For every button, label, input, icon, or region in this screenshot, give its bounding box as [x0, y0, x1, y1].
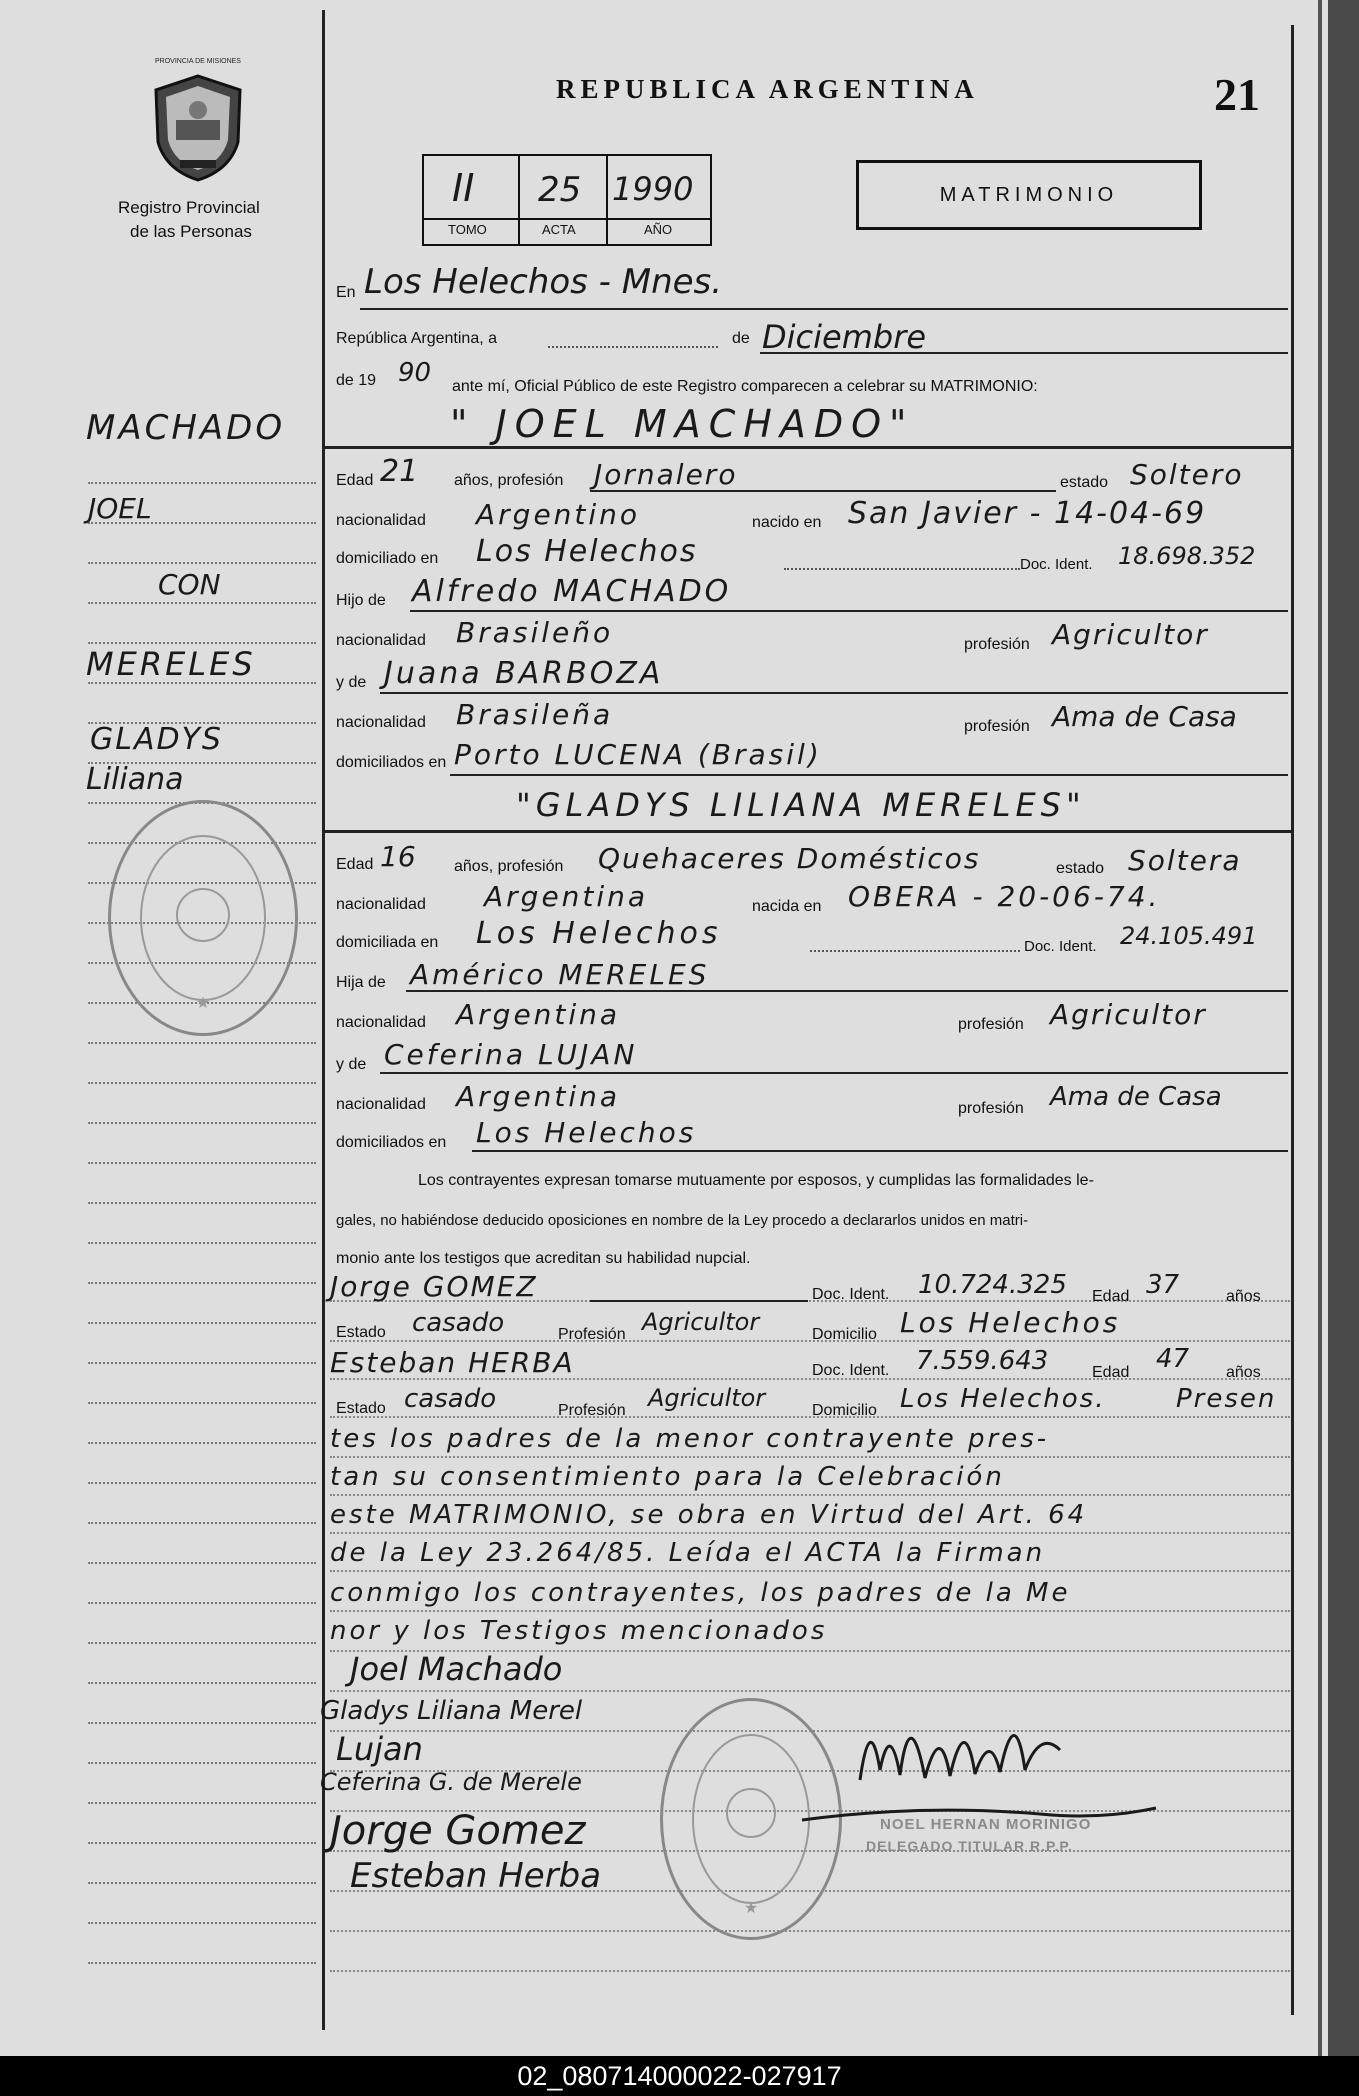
notes-line-5: conmigo los contrayentes, los padres de la Me	[330, 1578, 1071, 1608]
groom-father: Alfredo MACHADO	[412, 574, 732, 609]
witness-1-estado-label: Estado	[336, 1324, 386, 1341]
bride-profession: Quehaceres Domésticos	[598, 842, 981, 875]
bride-parents-address: Los Helechos	[476, 1116, 697, 1149]
margin-note-given-3: Liliana	[86, 762, 184, 797]
witness-1-edad-label: Edad	[1092, 1288, 1130, 1305]
bride-name: "GLADYS LILIANA MERELES"	[516, 786, 1086, 824]
country-heading: REPUBLICA ARGENTINA	[556, 74, 979, 104]
witness-2-doc: 7.559.643	[916, 1346, 1049, 1376]
bride-parents-dom-label: domiciliados en	[336, 1134, 447, 1151]
bride-father-profession: Agricultor	[1050, 998, 1207, 1031]
signature-parent: Lujan	[336, 1730, 423, 1768]
signature-groom: Joel Machado	[350, 1650, 563, 1688]
bride-father-nat-label: nacionalidad	[336, 1014, 426, 1031]
witness-2-domicilio-label: Domicilio	[812, 1402, 877, 1419]
page-number: 21	[1214, 69, 1260, 120]
bride-doc-label: Doc. Ident.	[1024, 938, 1097, 955]
ante-text: ante mí, Oficial Público de este Registro comparecen a celebrar su MATRIMONIO:	[452, 378, 1038, 395]
place-value: Los Helechos - Mnes.	[364, 262, 723, 302]
bride-hija-label: Hija de	[336, 974, 386, 991]
record-box	[422, 154, 712, 246]
witness-2-estado-label: Estado	[336, 1400, 386, 1417]
witness-1-age: 37	[1146, 1270, 1180, 1300]
bride-domicilio-label: domiciliada en	[336, 934, 439, 951]
official-signature	[850, 1690, 1070, 1800]
groom-father-nationality: Brasileño	[456, 616, 614, 649]
groom-doc: 18.698.352	[1118, 542, 1256, 570]
footer-code: 02_080714000022-027917	[0, 2056, 1359, 2096]
bride-mother-profession: Ama de Casa	[1050, 1082, 1222, 1112]
witness-1-profession: Agricultor	[642, 1308, 760, 1336]
signature-witness-1: Jorge Gomez	[330, 1808, 586, 1854]
svg-text:★: ★	[743, 1900, 759, 1917]
page-right-border	[1318, 0, 1322, 2056]
witness-1-address: Los Helechos	[900, 1306, 1121, 1339]
groom-yde-label: y de	[336, 674, 367, 691]
groom-mother-prof-label: profesión	[964, 718, 1030, 735]
act-type-box	[856, 160, 1202, 230]
bride-profesion-label: años, profesión	[454, 858, 564, 875]
groom-nationality: Argentino	[476, 498, 641, 531]
groom-father-nat-label: nacionalidad	[336, 632, 426, 649]
groom-doc-label: Doc. Ident.	[1020, 556, 1093, 573]
year-value: 90	[398, 358, 432, 388]
witness-1-estado: casado	[412, 1308, 505, 1338]
witness-2-address: Los Helechos.	[900, 1384, 1106, 1414]
witness-2-age: 47	[1156, 1344, 1190, 1374]
margin-note-surname-2: MERELES	[86, 645, 256, 683]
groom-address: Los Helechos	[476, 534, 698, 569]
witness-2-anos-label: años	[1226, 1364, 1261, 1381]
bride-yde-label: y de	[336, 1056, 367, 1073]
notes-line-4: de la Ley 23.264/85. Leída el ACTA la Firman	[330, 1538, 1046, 1568]
emblem-label: PROVINCIA DE MISIONES	[155, 58, 241, 65]
notes-line-6: nor y los Testigos mencionados	[330, 1616, 828, 1646]
acta-label: ACTA	[542, 222, 576, 237]
witness-2-edad-label: Edad	[1092, 1364, 1130, 1381]
margin-note-con: CON	[158, 568, 221, 601]
bride-mother-nat-label: nacionalidad	[336, 1096, 426, 1113]
tomo-value: II	[452, 166, 475, 210]
notes-line-3: este MATRIMONIO, se obra en Virtud del Art. 64	[330, 1500, 1088, 1530]
groom-parents-address: Porto LUCENA (Brasil)	[454, 738, 822, 771]
margin-note-surname: MACHADO	[86, 408, 286, 448]
declaration-line-3: monio ante los testigos que acreditan su habilidad nupcial.	[336, 1250, 751, 1267]
right-margin-border	[1291, 25, 1294, 2015]
registry-name-line-1: Registro Provincial	[118, 198, 260, 217]
en-label: En	[336, 284, 356, 301]
witness-1-doc-label: Doc. Ident.	[812, 1286, 890, 1303]
bride-birthplace: OBERA - 20-06-74.	[848, 880, 1161, 913]
bride-doc: 24.105.491	[1120, 922, 1258, 950]
witness-1-doc: 10.724.325	[918, 1270, 1067, 1300]
witness-2-name: Esteban HERBA	[330, 1346, 575, 1379]
groom-mother-nat-label: nacionalidad	[336, 714, 426, 731]
bride-age: 16	[380, 840, 416, 873]
groom-father-prof-label: profesión	[964, 636, 1030, 653]
shield-icon	[150, 72, 246, 184]
margin-note-given: JOEL	[88, 492, 152, 525]
witness-2-profesion-label: Profesión	[558, 1402, 626, 1419]
groom-mother: Juana BARBOZA	[384, 656, 664, 691]
bride-father-nationality: Argentina	[456, 998, 621, 1031]
groom-father-profession: Agricultor	[1052, 618, 1209, 651]
ano-label: AÑO	[644, 222, 673, 237]
svg-text:★: ★	[195, 995, 211, 1012]
groom-mother-nationality: Brasileña	[456, 698, 614, 731]
margin-note-given-2: GLADYS	[90, 722, 223, 757]
groom-estado-label: estado	[1060, 474, 1109, 491]
bride-father-prof-label: profesión	[958, 1016, 1024, 1033]
groom-mother-profession: Ama de Casa	[1052, 700, 1237, 733]
groom-domicilio-label: domiciliado en	[336, 550, 439, 567]
notes-line-0: Presen	[1176, 1384, 1277, 1414]
groom-profession: Jornalero	[594, 458, 738, 491]
bride-edad-label: Edad	[336, 856, 374, 873]
notes-line-1: tes los padres de la menor contrayente pres-	[330, 1424, 1050, 1454]
notes-line-2: tan su consentimiento para la Celebración	[330, 1462, 1005, 1492]
signature-mother: Ceferina G. de Merele	[320, 1768, 582, 1796]
de-label: de	[732, 330, 750, 347]
page-edge-shadow	[1328, 0, 1359, 2056]
signature-bride: Gladys Liliana Merel	[320, 1696, 583, 1726]
groom-nacido-label: nacido en	[752, 514, 822, 531]
declaration-line-2: gales, no habiéndose deducido oposiciones en nombre de la Ley procedo a declararlos unidos en matri-	[336, 1212, 1029, 1229]
groom-birthplace: San Javier - 14-04-69	[848, 496, 1207, 531]
bride-mother-nationality: Argentina	[456, 1080, 621, 1113]
left-margin-divider	[322, 10, 325, 2030]
bride-mother-prof-label: profesión	[958, 1100, 1024, 1117]
groom-name: " JOEL MACHADO"	[450, 402, 915, 446]
registry-stamp-left	[108, 800, 298, 1036]
act-type: MATRIMONIO	[939, 184, 1119, 206]
tomo-label: TOMO	[448, 222, 487, 237]
official-title: DELEGADO TITULAR R.P.P.	[866, 1838, 1073, 1854]
witness-1-profesion-label: Profesión	[558, 1326, 626, 1343]
witness-1-anos-label: años	[1226, 1288, 1261, 1305]
groom-nacionalidad-label: nacionalidad	[336, 512, 426, 529]
witness-1-domicilio-label: Domicilio	[812, 1326, 877, 1343]
bride-estado: Soltera	[1128, 844, 1242, 877]
official-name: NOEL HERNAN MORINIGO	[880, 1816, 1092, 1833]
bride-mother: Ceferina LUJAN	[384, 1038, 638, 1071]
year-prefix: de 19	[336, 372, 377, 389]
seal-icon	[111, 803, 295, 1033]
bride-father: Américo MERELES	[410, 958, 710, 991]
witness-2-profession: Agricultor	[648, 1384, 766, 1412]
bride-nationality: Argentina	[484, 880, 649, 913]
republica-label: República Argentina, a	[336, 330, 497, 347]
groom-parents-dom-label: domiciliados en	[336, 754, 447, 771]
bride-estado-label: estado	[1056, 860, 1105, 877]
month-value: Diciembre	[762, 318, 927, 356]
groom-estado: Soltero	[1130, 458, 1244, 491]
signature-witness-2: Esteban Herba	[350, 1856, 602, 1896]
acta-value: 25	[538, 170, 582, 210]
declaration-line-1: Los contrayentes expresan tomarse mutuamente por esposos, y cumplidas las formalidades le-	[418, 1172, 1094, 1189]
bride-nacionalidad-label: nacionalidad	[336, 896, 426, 913]
ano-value: 1990	[612, 170, 694, 208]
witness-2-estado: casado	[404, 1384, 497, 1414]
witness-2-doc-label: Doc. Ident.	[812, 1362, 890, 1379]
bride-nacida-label: nacida en	[752, 898, 822, 915]
groom-edad-label: Edad	[336, 472, 374, 489]
province-emblem	[150, 58, 246, 184]
groom-age: 21	[380, 454, 419, 489]
bride-address: Los Helechos	[476, 916, 722, 951]
groom-profesion-label: años, profesión	[454, 472, 564, 489]
registry-name-line-2: de las Personas	[130, 222, 252, 241]
witness-1-name: Jorge GOMEZ	[330, 1270, 538, 1303]
groom-hijo-label: Hijo de	[336, 592, 386, 609]
